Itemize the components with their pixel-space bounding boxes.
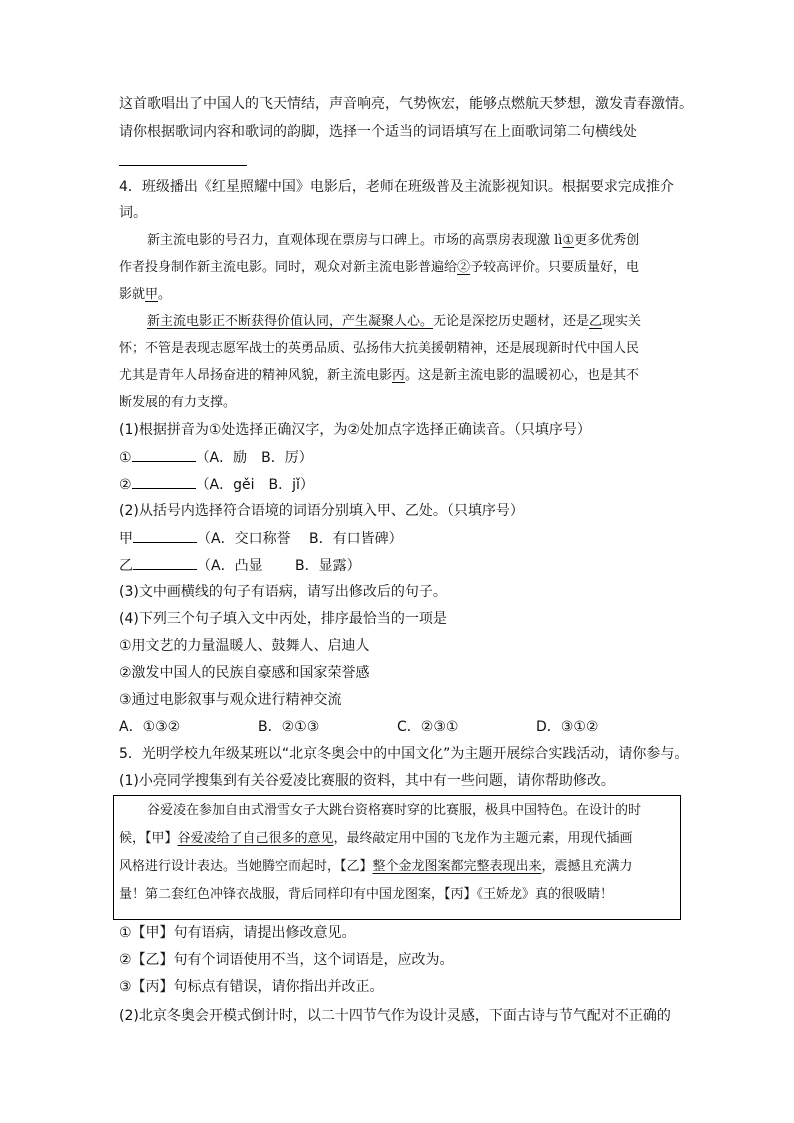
- passage-p1-line-2: [119, 258, 639, 278]
- q4-title-line-2: 词。: [119, 205, 147, 221]
- q4-sub2: (2)从括号内选择符合语境的词语分别填入甲、乙处。（只填序号）: [119, 503, 524, 519]
- passage-p2-line-3: [119, 366, 639, 386]
- answer-blank[interactable]: [133, 528, 197, 543]
- choice-options: （A．凸显 B．显露）: [197, 558, 361, 574]
- box-line-2: [119, 829, 633, 849]
- q4-sub1-blank-2: [119, 474, 314, 495]
- underlined-yi: 整个金龙图案都完整表现出来: [372, 859, 542, 874]
- choice-options: （A．励 B．厉）: [195, 450, 313, 466]
- q4-title-line-1: 4．班级播出《红星照耀中国》电影后，老师在班级普及主流影视知识。根据要求完成推介: [119, 179, 674, 195]
- passage-text: 无论是深挖历史题材，还是: [433, 314, 590, 329]
- underlined-jia: 谷爱凌给了自己很多的意见: [177, 831, 334, 846]
- q5-sub1-a2: ②【乙】句有个词语使用不当，这个词语是，应改为。: [119, 952, 454, 968]
- q4-sub4-item-1: ①用文艺的力量温暖人、鼓舞人、启迪人: [119, 638, 370, 654]
- option-d[interactable]: D．③①②: [536, 719, 599, 735]
- q4-sub1: (1)根据拼音为①处选择正确汉字，为②处加点字选择正确读音。（只填序号）: [119, 422, 591, 438]
- q4-sub3: (3)文中画横线的句子有语病，请写出修改后的句子。: [119, 584, 447, 600]
- intro-line-1: 这首歌唱出了中国人的飞天情结，声音响亮，气势恢宏，能够点燃航天梦想，激发青春激情。: [119, 96, 693, 112]
- blank-label: ②: [119, 477, 132, 493]
- q4-sub4-item-2: ②激发中国人的民族自豪感和国家荣誉感: [119, 665, 370, 681]
- q4-sub4-item-3: ③通过电影叙事与观众进行精神交流: [119, 692, 342, 708]
- q5-title: 5．光明学校九年级某班以“北京冬奥会中的中国文化”为主题开展综合实践活动，请你参与。: [119, 746, 689, 762]
- option-c[interactable]: C．②③①: [397, 719, 459, 735]
- option-a[interactable]: A．①③②: [119, 719, 181, 735]
- choice-options: （A．交口称誉 B．有口皆碑）: [197, 531, 403, 547]
- passage-text: 新主流电影的号召力，直观体现在票房与口碑上。市场的高票房表现激 lì: [147, 233, 563, 248]
- blank-label: 甲: [119, 531, 133, 547]
- marker-jia: 甲: [145, 287, 159, 302]
- q4-sub2-blank-jia: [119, 528, 403, 549]
- box-text: 风格进行设计表达。当她腾空而起时，【乙】: [119, 859, 373, 874]
- box-line-4: 量！第二套红色冲锋衣战服，背后同样印有中国龙图案，【丙】《王娇龙》真的很吸睛！: [119, 887, 614, 902]
- q5-sub1-a1: ①【甲】句有语病，请提出修改意见。: [119, 925, 356, 941]
- answer-blank[interactable]: [132, 474, 196, 489]
- passage-text: 予较高评价。只要质量好，电: [470, 260, 640, 275]
- marker-yi: 乙: [589, 314, 603, 329]
- answer-blank[interactable]: [133, 555, 197, 570]
- option-b[interactable]: B．②①③: [258, 719, 320, 735]
- underlined-sentence: 新主流电影正不断获得价值认同，产生凝聚人心。: [147, 314, 434, 329]
- blank-label: 乙: [119, 558, 133, 574]
- passage-text: 现实关: [602, 314, 642, 329]
- q4-sub2-blank-yi: [119, 555, 361, 576]
- box-text: ，最终敲定用中国的飞龙作为主题元素，用现代插画: [333, 831, 633, 846]
- passage-text: 作者投身制作新主流电影。同时，观众对新主流电影普遍给: [119, 260, 458, 275]
- q4-sub1-blank-1: [119, 447, 313, 468]
- q5-sub2: (2)北京冬奥会开模式倒计时，以二十四节气作为设计灵感，下面古诗与节气配对不正确的: [119, 1008, 671, 1024]
- marker-1: ①: [562, 233, 575, 248]
- passage-p1-line-1: [147, 231, 639, 251]
- blank-label: ①: [119, 450, 132, 466]
- passage-text: 尤其是青年人昂扬奋进的精神风貌，新主流电影: [119, 368, 393, 383]
- passage-text: 更多优秀创: [574, 233, 640, 248]
- box-line-1: 谷爱凌在参加自由式滑雪女子大跳台资格赛时穿的比赛服，极具中国特色。在设计的时: [147, 803, 642, 818]
- passage-p1-line-3: [119, 285, 171, 305]
- passage-p2-line-4: 断发展的有力支撑。: [119, 395, 237, 410]
- answer-blank[interactable]: [132, 447, 196, 462]
- q5-sub1: (1)小亮同学搜集到有关谷爱凌比赛服的资料，其中有一些问题，请你帮助修改。: [119, 773, 615, 789]
- intro-line-2: 请你根据歌词内容和歌词的韵脚，选择一个适当的词语填写在上面歌词第二句横线处: [119, 124, 637, 140]
- passage-text: 。这是新主流电影的温暖初心，也是其不: [405, 368, 640, 383]
- passage-p2-line-1: [147, 312, 641, 332]
- choice-options: （A．gěi B．jǐ）: [195, 477, 314, 493]
- q4-sub4: (4)下列三个句子填入文中丙处，排序最恰当的一项是: [119, 611, 447, 627]
- passage-text: 影就: [119, 287, 146, 302]
- marker-2: ②: [457, 260, 471, 275]
- marker-bing: 丙: [392, 368, 406, 383]
- q5-sub1-a3: ③【丙】句标点有错误，请你指出并改正。: [119, 979, 384, 995]
- box-line-3: [119, 857, 633, 877]
- passage-p2-line-2: 怀；不管是表现志愿军战士的英勇品质、弘扬伟大抗美援朝精神，还是展现新时代中国人民: [119, 341, 640, 356]
- box-text: 候，【甲】: [119, 831, 178, 846]
- passage-text: 。: [158, 287, 172, 302]
- answer-blank-line[interactable]: [119, 165, 247, 166]
- box-text: ，震撼且充满力: [541, 859, 633, 874]
- q4-sub4-options: [119, 717, 598, 737]
